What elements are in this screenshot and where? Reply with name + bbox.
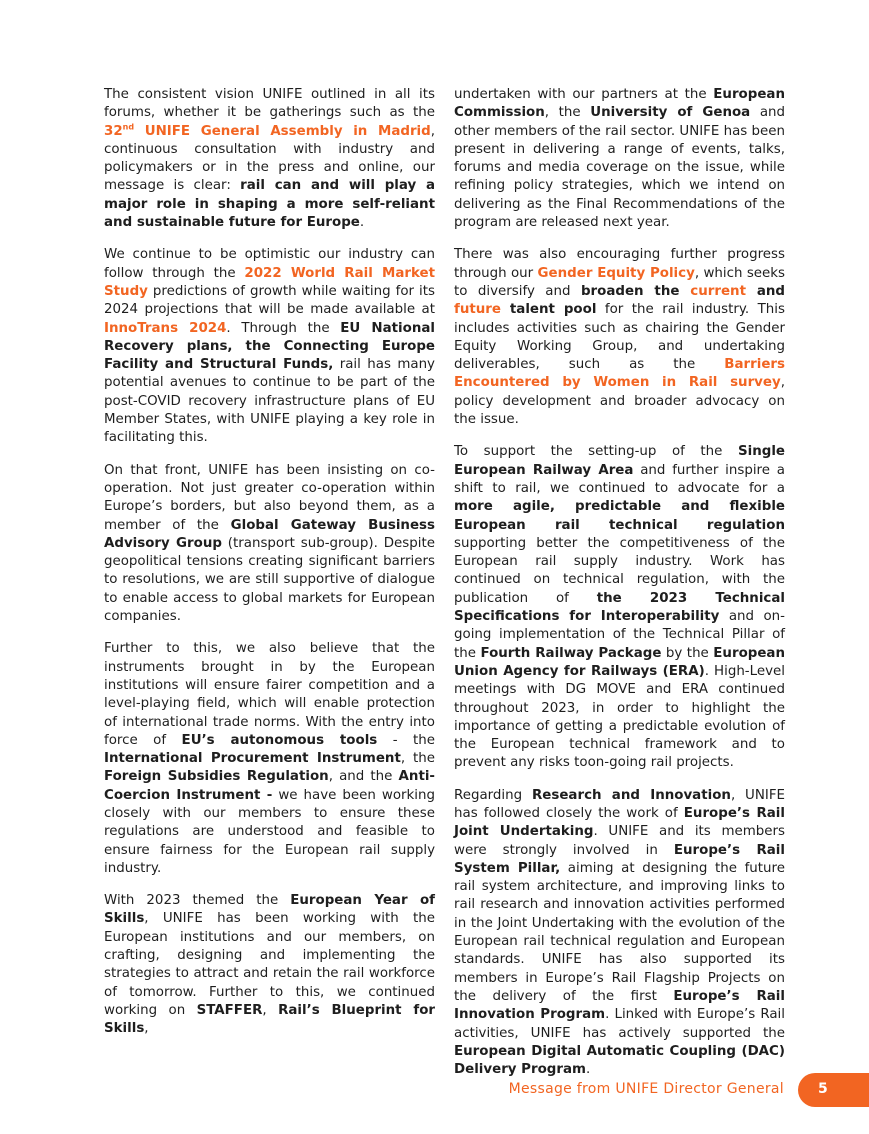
text-run: predictions of growth while waiting for its 2024 projections that will be made available at <box>104 283 435 318</box>
text-run: , the <box>400 751 435 767</box>
text-run: With 2023 themed the <box>104 893 291 909</box>
bold-phrase: Europe’s Rail Innovation Program <box>454 988 785 1023</box>
footer-section-title: Message from UNIFE Director General <box>508 1081 784 1097</box>
text-run: and on-going implementation of the Technical Pillar of the <box>454 609 786 661</box>
text-run: Regarding <box>454 787 532 803</box>
text-run: we have been working closely with our members to ensure these regulations are understood and feasible to ensure fairness for the European rail supply industry. <box>104 787 435 876</box>
text-run: Further to this, we also believe that the instruments brought in by the European institutions will ensure fairer competition and a level-playing field, which will enable protection of international trade norms. With the entry into force of <box>104 641 435 748</box>
right-column <box>454 86 785 1093</box>
text-run: , which seeks to diversify and <box>454 265 786 299</box>
text-run: , <box>144 1021 149 1037</box>
bold-phrase: Global Gateway Business Advisory Group <box>104 517 435 551</box>
text-run: , <box>262 1002 279 1018</box>
bold-phrase: Research and Innovation <box>531 787 731 803</box>
text-run: On that front, UNIFE has been insisting on co-operation. Not just greater co-operation within Europe’s borders, but also beyond them, as a member of the <box>104 462 435 533</box>
bold-phrase: Fourth Railway Package <box>480 645 662 661</box>
bold-phrase: broaden the <box>580 283 691 299</box>
left-column <box>104 86 435 1053</box>
text-run: - the <box>377 732 436 748</box>
text-run: aiming at designing the future rail system architecture, and improving links to rail research and innovation activities performed in the Joint Undertaking with the evolution of the European rail technical regulation and European standards. UNIFE has also supported its members in Europe’s Rail Flagship Projects on the delivery of the first <box>454 860 785 1004</box>
text-run: . Through the <box>226 320 341 336</box>
paragraph-railway-area <box>454 443 785 772</box>
text-run: , UNIFE has followed closely the work of <box>454 787 785 821</box>
text-run: . UNIFE and its members were strongly involved in <box>454 824 785 858</box>
paragraph-skills <box>104 892 435 1038</box>
bold-phrase: International Procurement Instrument <box>104 751 401 767</box>
link-gender-equity-policy[interactable]: Gender Equity Policy <box>537 265 695 281</box>
paragraph-cooperation <box>104 462 435 627</box>
bold-phrase: the 2023 Technical Specifications for Interoperability <box>454 590 785 625</box>
paragraph-market-study <box>104 246 435 447</box>
bold-phrase: Foreign Subsidies Regulation <box>104 769 329 785</box>
text-run: We continue to be optimistic our industry can follow through the <box>104 247 435 281</box>
text-run: (transport sub-group). Despite geopolitical tensions creating significant barriers to resolutions, we are still supportive of dialogue to enable access to global markets for European companies. <box>104 535 435 625</box>
bold-phrase: European Commission <box>454 87 785 121</box>
text-run: by the <box>661 645 714 661</box>
text-run: undertaken with our partners at the <box>454 87 714 102</box>
bold-phrase: more agile, predictable and flexible European rail technical regulation <box>454 499 785 533</box>
text-run: . <box>585 1062 591 1078</box>
text-run: The consistent vision UNIFE outlined in all its forums, whether it be gatherings such as the <box>104 87 435 121</box>
bold-phrase: Europe’s Rail System Pillar, <box>454 842 785 876</box>
paragraph-general-assembly <box>104 86 435 232</box>
bold-phrase: talent pool <box>500 302 597 318</box>
bold-phrase: Europe’s Rail Joint Undertaking <box>454 805 785 840</box>
text-run: , continuous consultation with industry and policymakers or in the press and online, our message is clear: <box>104 123 435 194</box>
link-general-assembly[interactable] <box>104 124 431 139</box>
paragraph-partners <box>454 86 785 232</box>
link-future[interactable]: future <box>454 302 501 318</box>
paragraph-instruments <box>104 640 435 878</box>
text-run: and further inspire a shift to rail, we continued to advocate for a <box>454 462 785 496</box>
text-run: There was also encouraging further progress through our <box>454 247 785 281</box>
text-run: . Linked with Europe’s Rail activities, UNIFE has actively supported the <box>454 1007 785 1041</box>
paragraph-gender-equity <box>454 246 785 429</box>
text-run: and other members of the rail sector. UNIFE has been present in delivering a range of events, talks, forums and media coverage on the issue, while refining policy strategies, which we intend on delivering as the Final Recommendations of the program are released next year. <box>454 105 786 231</box>
link-current[interactable]: current <box>690 283 746 299</box>
paragraph-research-innovation <box>454 787 785 1080</box>
link-text[interactable]: UNIFE General Assembly in Madrid <box>134 123 431 139</box>
page-number-tab <box>798 1073 869 1107</box>
bold-phrase: European Union Agency for Railways (ERA) <box>454 645 786 679</box>
bold-phrase: Rail’s Blueprint for Skills <box>104 1002 435 1037</box>
bold-phrase: EU’s autonomous tools <box>181 732 378 748</box>
link-innotrans[interactable]: InnoTrans 2024 <box>104 320 227 336</box>
text-run: for the rail industry. This includes activities such as chairing the Gender Equity Working Group, and undertaking deliverables, such as the <box>454 302 785 373</box>
ordinal-suffix[interactable]: nd <box>122 122 135 132</box>
text-run: , the <box>544 105 591 121</box>
bold-phrase: Single European Railway Area <box>454 444 785 478</box>
link-world-rail-market-study[interactable]: 2022 World Rail Market Study <box>104 265 435 299</box>
bold-phrase: EU National Recovery plans, the Connecting Europe Facility and Structural Funds, <box>104 320 435 373</box>
bold-phrase: and <box>746 283 785 299</box>
text-run: . High-Level meetings with DG MOVE and ERA continued throughout 2023, in order to highlight the importance of getting a predictable evolution of the European technical framework and to prevent any risks toon-going rail projects. <box>454 663 785 771</box>
bold-phrase: rail can and will play a major role in shaping a more self-reliant and sustainable future for Europe <box>104 178 435 231</box>
bold-phrase: European Digital Automatic Coupling (DAC) Delivery Program <box>454 1043 785 1078</box>
bold-phrase: University of Genoa <box>590 105 751 121</box>
text-run: , UNIFE has been working with the European institutions and our members, on crafting, designing and implementing the strategies to attract and retain the rail workforce of tomorrow. Further to this, we continued working on <box>104 911 435 1018</box>
text-run: To support the setting-up of the <box>454 444 738 460</box>
bold-phrase: Anti-Coercion Instrument - <box>104 769 435 803</box>
text-run: . <box>359 215 365 231</box>
link-women-in-rail-survey[interactable]: Barriers Encountered by Women in Rail survey <box>454 357 785 391</box>
page-number: 5 <box>818 1081 828 1097</box>
bold-phrase: STAFFER <box>196 1002 263 1018</box>
text-run: rail has many potential avenues to continue to be part of the post-COVID recovery infrastructure plans of EU Member States, with UNIFE playing a key role in facilitating this. <box>104 357 435 446</box>
link-text[interactable]: 32 <box>104 123 123 139</box>
text-run: , and the <box>328 769 399 785</box>
bold-phrase: European Year of Skills <box>104 893 435 927</box>
text-run: supporting better the competitiveness of the European rail supply industry. Work has continued on technical regulation, with the publication of <box>454 535 785 606</box>
text-run: , policy development and broader advocacy on the issue. <box>454 375 785 428</box>
